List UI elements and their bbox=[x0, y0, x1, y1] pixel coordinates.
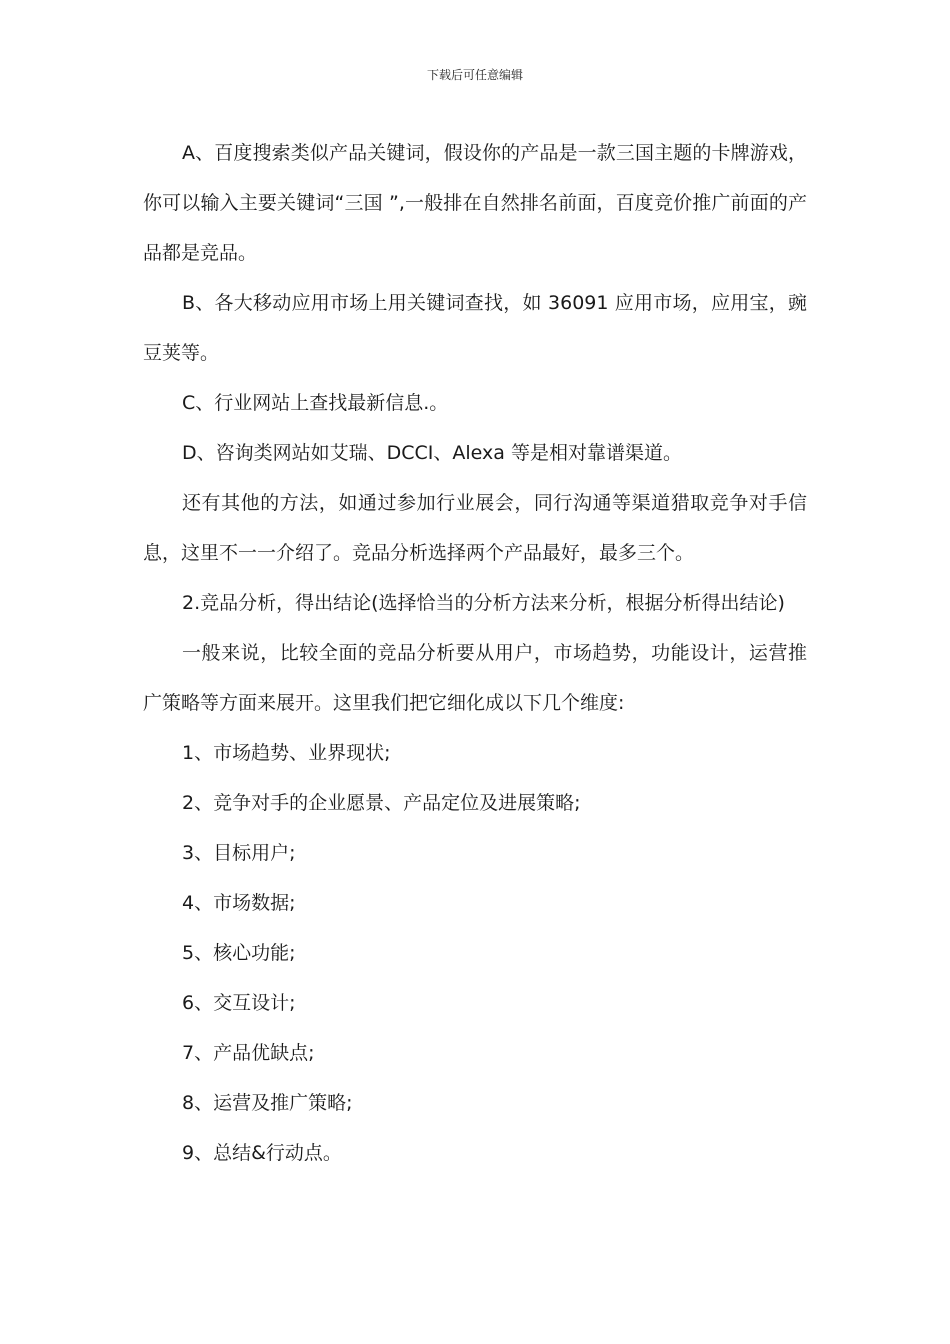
list-item: 1、市场趋势、业界现状; bbox=[182, 742, 391, 764]
paragraph-a: A、百度搜索类似产品关键词，假设你的产品是一款三国主题的卡牌游戏，你可以输入主要关键词“三国 ”,一般排在自然排名前面，百度竞价推广前面的产品都是竞品。 bbox=[143, 142, 807, 264]
list-item: 4、市场数据; bbox=[182, 892, 296, 914]
list-item: 5、核心功能; bbox=[182, 942, 296, 964]
paragraph-dimensions-intro: 一般来说，比较全面的竞品分析要从用户，市场趋势，功能设计，运营推广策略等方面来展开。这里我们把它细化成以下几个维度: bbox=[143, 642, 807, 714]
list-item: 2、竞争对手的企业愿景、产品定位及进展策略; bbox=[182, 792, 581, 814]
document-body bbox=[143, 128, 807, 1178]
section-heading-analysis: 2.竞品分析，得出结论(选择恰当的分析方法来分析，根据分析得出结论) bbox=[182, 592, 785, 614]
page-header: 下载后可任意编辑 bbox=[426, 68, 523, 82]
paragraph-d: D、咨询类网站如艾瑞、DCCI、Alexa 等是相对靠谱渠道。 bbox=[182, 442, 682, 464]
list-item: 9、总结&行动点。 bbox=[182, 1142, 342, 1164]
paragraph-c: C、行业网站上查找最新信息.。 bbox=[182, 392, 449, 414]
paragraph-b: B、各大移动应用市场上用关键词查找，如 36091 应用市场，应用宝，豌豆荚等。 bbox=[143, 292, 807, 364]
list-item: 8、运营及推广策略; bbox=[182, 1092, 353, 1114]
list-item: 6、交互设计; bbox=[182, 992, 296, 1014]
list-item: 3、目标用户; bbox=[182, 842, 296, 864]
paragraph-other-methods: 还有其他的方法，如通过参加行业展会，同行沟通等渠道猎取竞争对手信息，这里不一一介绍了。竞品分析选择两个产品最好，最多三个。 bbox=[143, 492, 807, 564]
list-item: 7、产品优缺点; bbox=[182, 1042, 315, 1064]
